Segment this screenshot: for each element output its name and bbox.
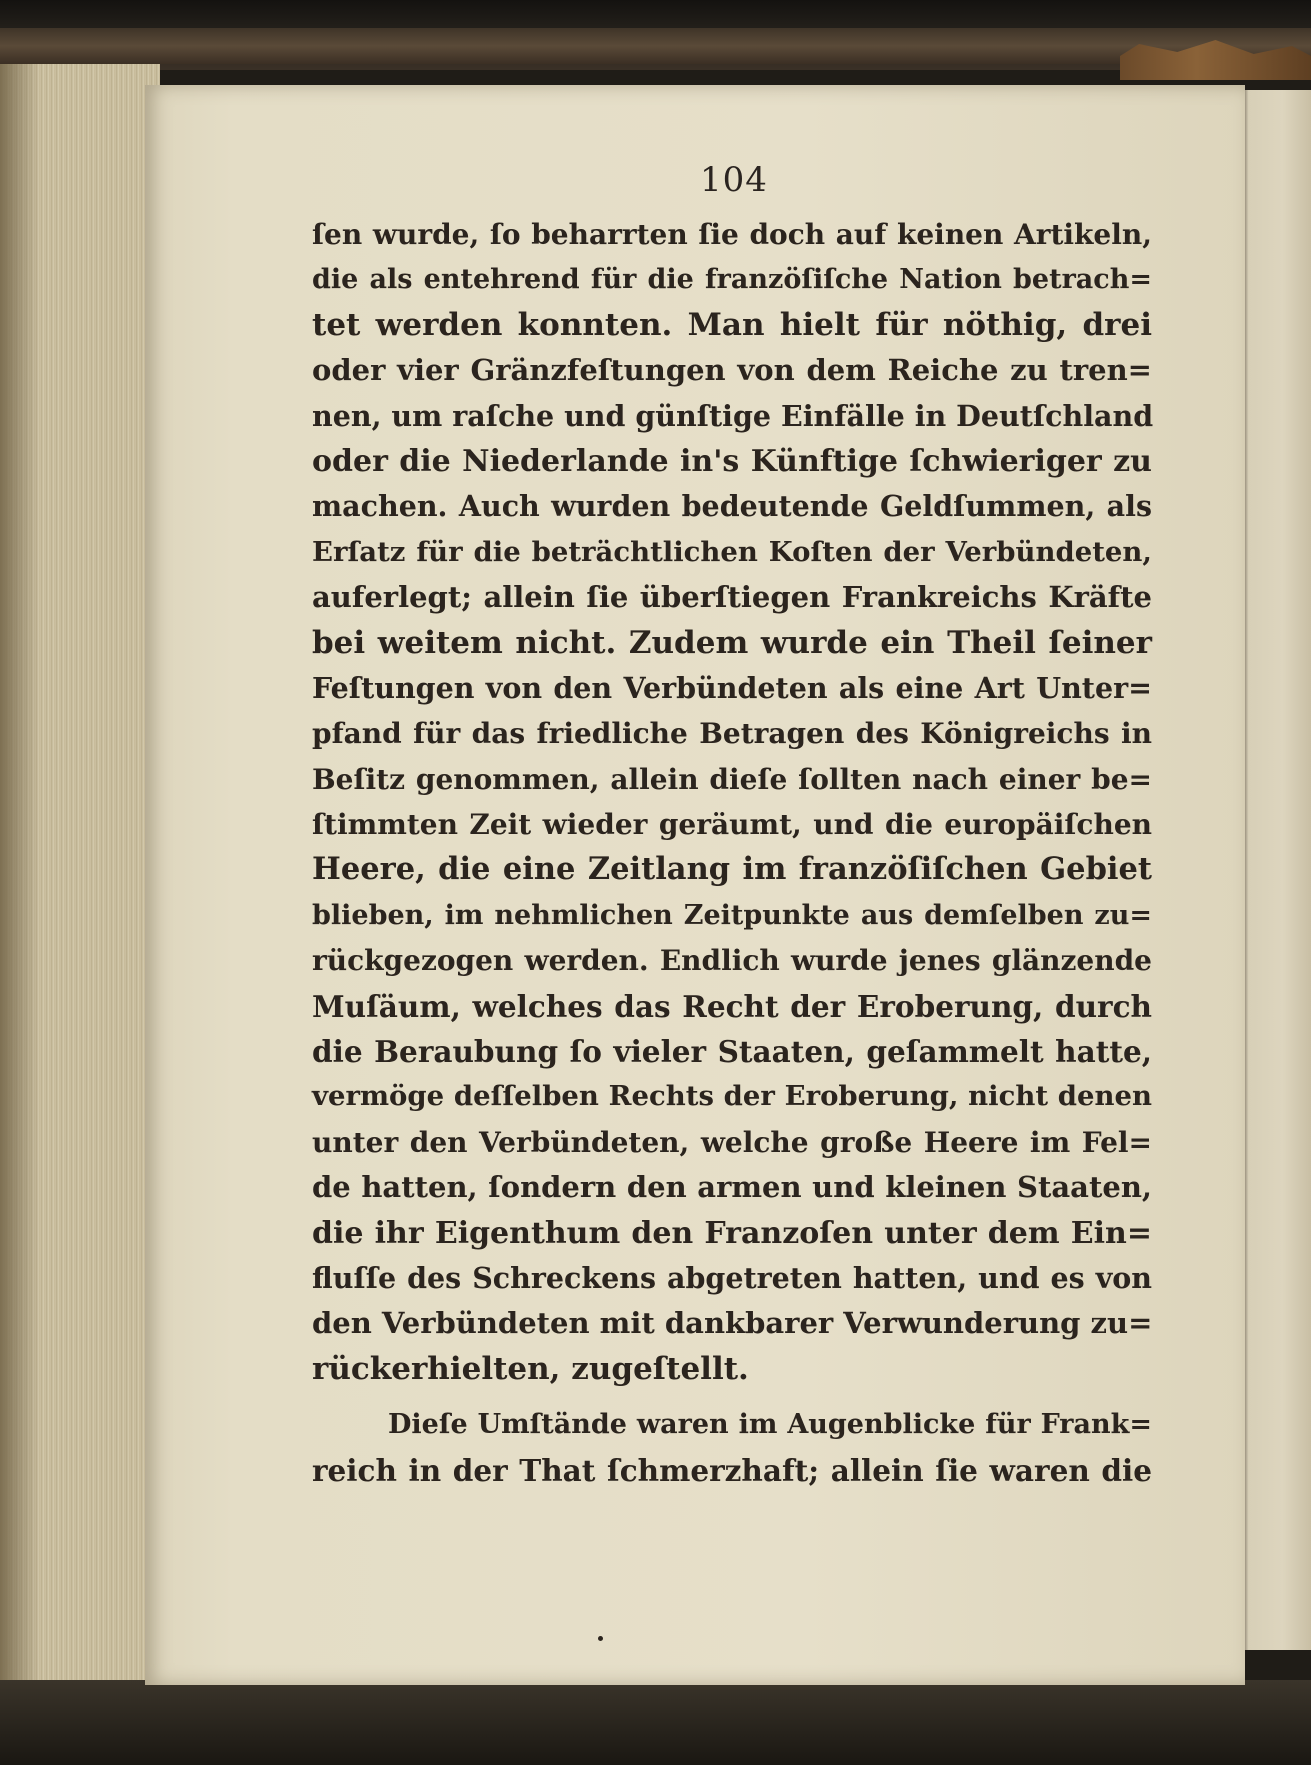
page-stack-edges [0,64,160,1704]
text-line: ſtimmten Zeit wieder geräumt, und die europäiſchen [312,808,1152,842]
text-line: Dieſe Umſtände waren im Augenblicke für Frank= [388,1409,1152,1441]
page-number: 104 [700,160,768,200]
page-text-block [312,212,1152,1493]
text-line: Heere, die eine Zeitlang im franzöſiſchen Gebiet [312,851,1152,888]
text-line: oder vier Gränzfeſtungen von dem Reiche zu tren= [312,353,1152,388]
ink-speck [598,1636,603,1641]
text-line: unter den Verbündeten, welche große Heere im Fel= [312,1125,1152,1159]
text-line: die ihr Eigenthum den Franzoſen unter dem Ein= [312,1215,1152,1251]
text-line: ſen wurde, ſo beharrten ſie doch auf keinen Artikeln, [312,218,1152,251]
text-line: bei weitem nicht. Zudem wurde ein Theil ſeiner [312,624,1152,661]
text-line: de hatten, ſondern den armen und kleinen Staaten, [312,1170,1152,1205]
text-line: Erſatz für die beträchtlichen Koſten der Verbündeten, [312,535,1152,568]
text-line: Beſitz genommen, allein dieſe ſollten nach einer be= [312,762,1152,796]
text-line: oder die Niederlande in's Künftige ſchwieriger zu [312,443,1152,479]
text-line: die als entehrend für die franzöſiſche Nation betrach= [312,264,1152,296]
text-line: rückerhielten, zugeſtellt. [312,1350,749,1387]
text-line: rückgezogen werden. Endlich wurde jenes glänzende [312,944,1152,978]
text-line: den Verbündeten mit dankbarer Verwunderung zu= [312,1306,1153,1341]
text-line: fluſſe des Schreckens abgetreten hatten, und es von [312,1260,1152,1295]
text-line: Muſäum, welches das Recht der Eroberung, durch [312,988,1152,1024]
text-line: blieben, im nehmlichen Zeitpunkte aus demſelben zu= [312,899,1152,931]
bottom-cover-shadow [0,1680,1311,1765]
text-line: die Beraubung ſo vieler Staaten, geſammelt hatte, [312,1034,1152,1070]
book-spine-strip [0,28,1311,64]
text-line: Feſtungen von den Verbündeten als eine Art Unter= [312,670,1152,705]
text-line: auferlegt; allein ſie überſtiegen Frankreichs Kräfte [312,580,1152,615]
text-line: tet werden konnten. Man hielt für nöthig, drei [312,306,1152,343]
text-line: vermöge deſſelben Rechts der Eroberung, nicht denen [312,1080,1152,1113]
text-line: reich in der That ſchmerzhaft; allein ſie waren die [312,1452,1152,1488]
text-line: nen, um raſche und günſtige Einfälle in Deutſchland [312,398,1154,433]
text-line: pfand für das friedliche Betragen des Königreichs in [312,717,1152,751]
text-line: machen. Auch wurden bedeutende Geldſummen, als [312,489,1152,524]
facing-page-edge [1240,90,1311,1650]
